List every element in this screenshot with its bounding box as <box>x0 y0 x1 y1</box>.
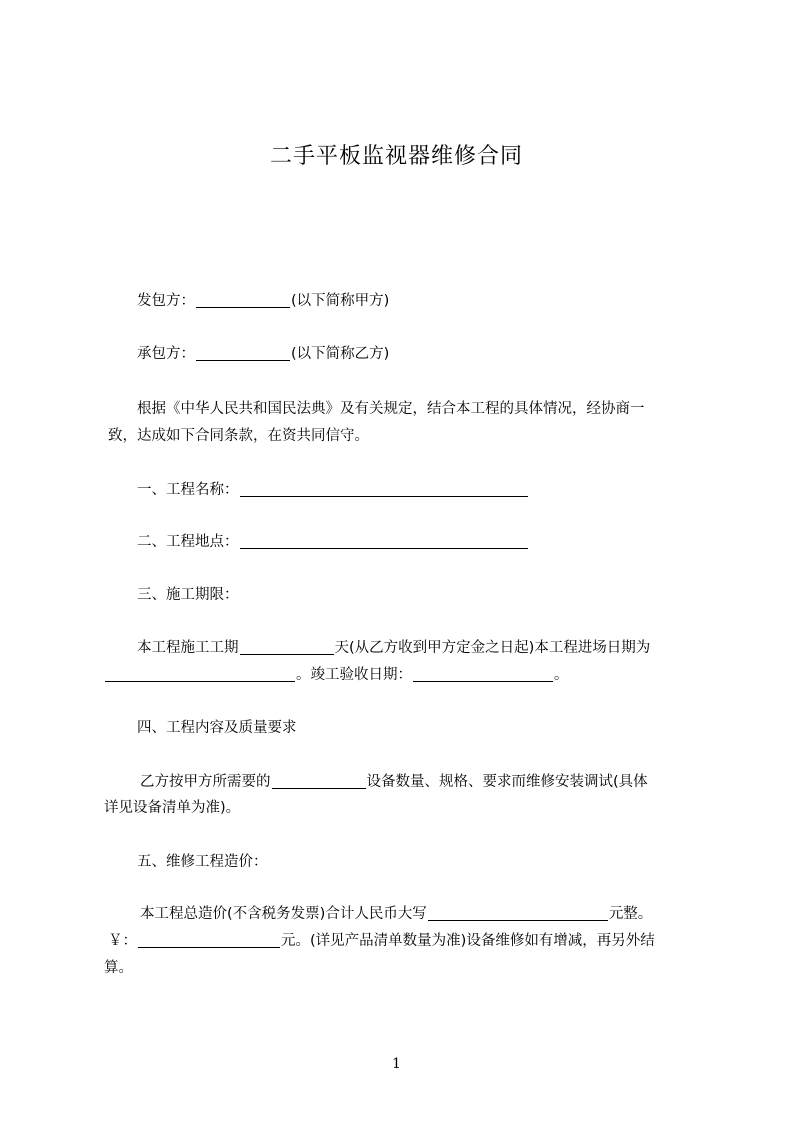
party-a-blank[interactable] <box>196 291 290 308</box>
section-3-line-2 <box>104 664 704 686</box>
section-4-line-1 <box>140 771 740 793</box>
price-text-c: 元。(详见产品清单数量为准)设备维修如有增减，再另外结 <box>281 933 655 949</box>
completion-date-blank[interactable] <box>413 665 553 682</box>
party-b-line <box>137 343 737 365</box>
preamble-line-2: 致，达成如下合同条款，在资共同信守。 <box>108 428 369 444</box>
project-location-blank[interactable] <box>240 532 528 549</box>
section-4-line-2: 详见设备清单为准)。 <box>104 800 241 816</box>
party-a-label: 发包方： <box>137 293 195 309</box>
price-amount-blank[interactable] <box>138 931 280 948</box>
section-5-line-1 <box>140 903 740 925</box>
section-3-line-1 <box>137 637 737 659</box>
section-2-label: 二、工程地点： <box>137 534 239 550</box>
section-5-line-3: 算。 <box>104 960 133 976</box>
completion-text-a: 。竣工验收日期： <box>296 667 412 683</box>
section-5-line-2 <box>108 930 708 952</box>
price-in-words-blank[interactable] <box>428 904 608 921</box>
equipment-blank[interactable] <box>272 772 366 789</box>
duration-days-blank[interactable] <box>240 638 334 655</box>
completion-text-b: 。 <box>554 667 569 683</box>
project-name-blank[interactable] <box>240 480 528 497</box>
section-1-line <box>137 479 737 501</box>
party-a-note: (以下简称甲方) <box>291 293 390 309</box>
preamble-line-1: 根据《中华人民共和国民法典》及有关规定，结合本工程的具体情况，经协商一 <box>137 401 645 417</box>
price-text-b: 元整。 <box>608 906 653 922</box>
page-number: 1 <box>392 1056 401 1072</box>
party-a-line <box>137 290 737 312</box>
document-title: 二手平板监视器维修合同 <box>269 144 523 169</box>
party-b-label: 承包方： <box>137 346 195 362</box>
section-3-heading: 三、施工期限： <box>137 587 239 603</box>
scope-text-b: 设备数量、规格、要求而维修安装调试(具体 <box>366 774 648 790</box>
section-5-heading: 五、维修工程造价： <box>137 854 268 870</box>
entry-date-blank[interactable] <box>105 665 295 682</box>
section-4-heading: 四、工程内容及质量要求 <box>137 720 297 736</box>
price-text-a: 本工程总造价(不含税务发票)合计人民币大写 <box>140 906 427 922</box>
price-symbol: ￥： <box>108 933 137 949</box>
section-1-label: 一、工程名称： <box>137 482 239 498</box>
party-b-blank[interactable] <box>196 344 290 361</box>
duration-text-b: 天(从乙方收到甲方定金之日起)本工程进场日期为 <box>334 640 651 656</box>
section-2-line <box>137 531 737 553</box>
scope-text-a: 乙方按甲方所需要的 <box>140 774 271 790</box>
duration-text-a: 本工程施工工期 <box>137 640 239 656</box>
party-b-note: (以下简称乙方) <box>291 346 390 362</box>
